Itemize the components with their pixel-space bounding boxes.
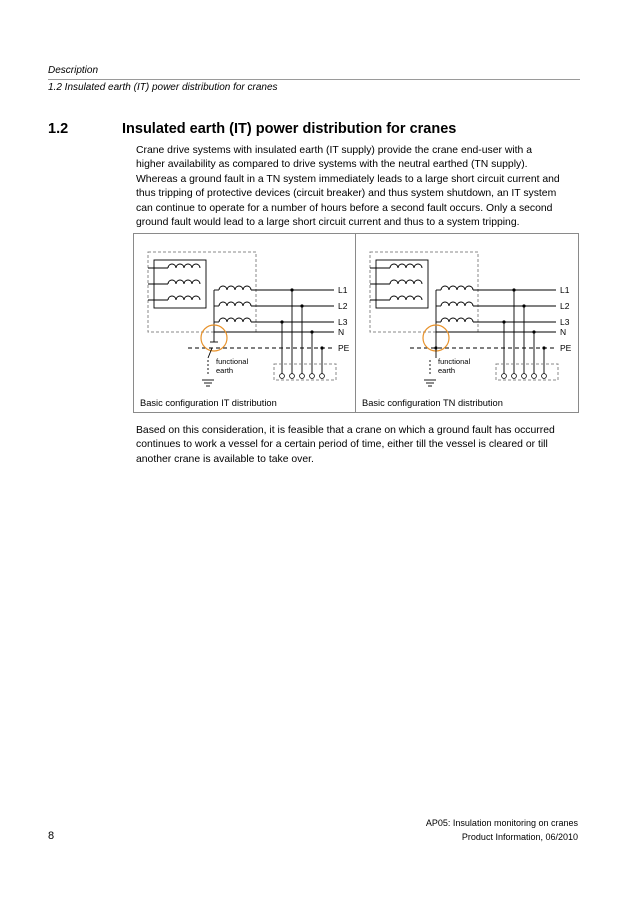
it-conductor-label: L3 — [338, 317, 348, 327]
tn-conductor-label: L2 — [560, 301, 570, 311]
tn-panel — [356, 234, 578, 412]
section-number: 1.2 — [48, 121, 69, 137]
tn-conductor-label: PE — [560, 343, 572, 353]
tn-conductor-label: L3 — [560, 317, 570, 327]
intro-line: higher availability as compared to drive systems with the neutral earthed (TN supply). — [136, 159, 528, 171]
conclusion-paragraph — [136, 424, 578, 467]
page-number: 8 — [48, 830, 55, 842]
it-earth-label: earth — [216, 366, 234, 375]
intro-line: can continue to operate for a number of hours before a second fault occurs. Only a second — [136, 202, 553, 214]
header-section: 1.2 Insulated earth (IT) power distribution for cranes — [48, 82, 278, 93]
intro-line: Crane drive systems with insulated earth (IT supply) provide the crane end-user with a — [136, 145, 532, 156]
conclusion-line: another crane is available to take over. — [136, 453, 314, 465]
tn-caption: Basic configuration TN distribution — [362, 398, 503, 408]
it-conductor-label: PE — [338, 343, 350, 353]
intro-paragraph — [136, 144, 578, 230]
intro-line: Whereas a ground fault in a TN system immediately leads to a large short circuit current and — [136, 173, 560, 185]
conclusion-line: continues to work a vessel for a certain period of time, either till the vessel is cleared or till — [136, 439, 548, 451]
header-rule — [48, 79, 580, 80]
section-title: Insulated earth (IT) power distribution for cranes — [122, 121, 457, 137]
tn-earth-label: functional — [438, 357, 471, 366]
tn-conductor-label: N — [560, 327, 567, 337]
footer-doc-title: AP05: Insulation monitoring on cranes — [425, 818, 578, 828]
it-conductor-label: L2 — [338, 301, 348, 311]
intro-line: thus tripping of protective devices (circuit breaker) and thus system shutdown, an IT system — [136, 188, 557, 200]
it-conductor-label: L1 — [338, 285, 348, 295]
tn-conductor-label: L1 — [560, 285, 570, 295]
footer-doc-info: Product Information, 06/2010 — [461, 832, 578, 842]
it-panel — [134, 234, 355, 412]
header-chapter: Description — [48, 65, 99, 76]
it-schematic — [134, 234, 355, 412]
conclusion-line: Based on this consideration, it is feasible that a crane on which a ground fault has occurred — [136, 425, 555, 436]
distribution-figure — [133, 233, 579, 413]
tn-earth-label: earth — [438, 366, 456, 375]
it-caption: Basic configuration IT distribution — [140, 398, 277, 408]
tn-schematic — [356, 234, 578, 412]
intro-line: ground fault would lead to a large short circuit current and thus to a system tripping. — [136, 217, 520, 229]
it-conductor-label: N — [338, 327, 345, 337]
it-earth-label: functional — [216, 357, 249, 366]
